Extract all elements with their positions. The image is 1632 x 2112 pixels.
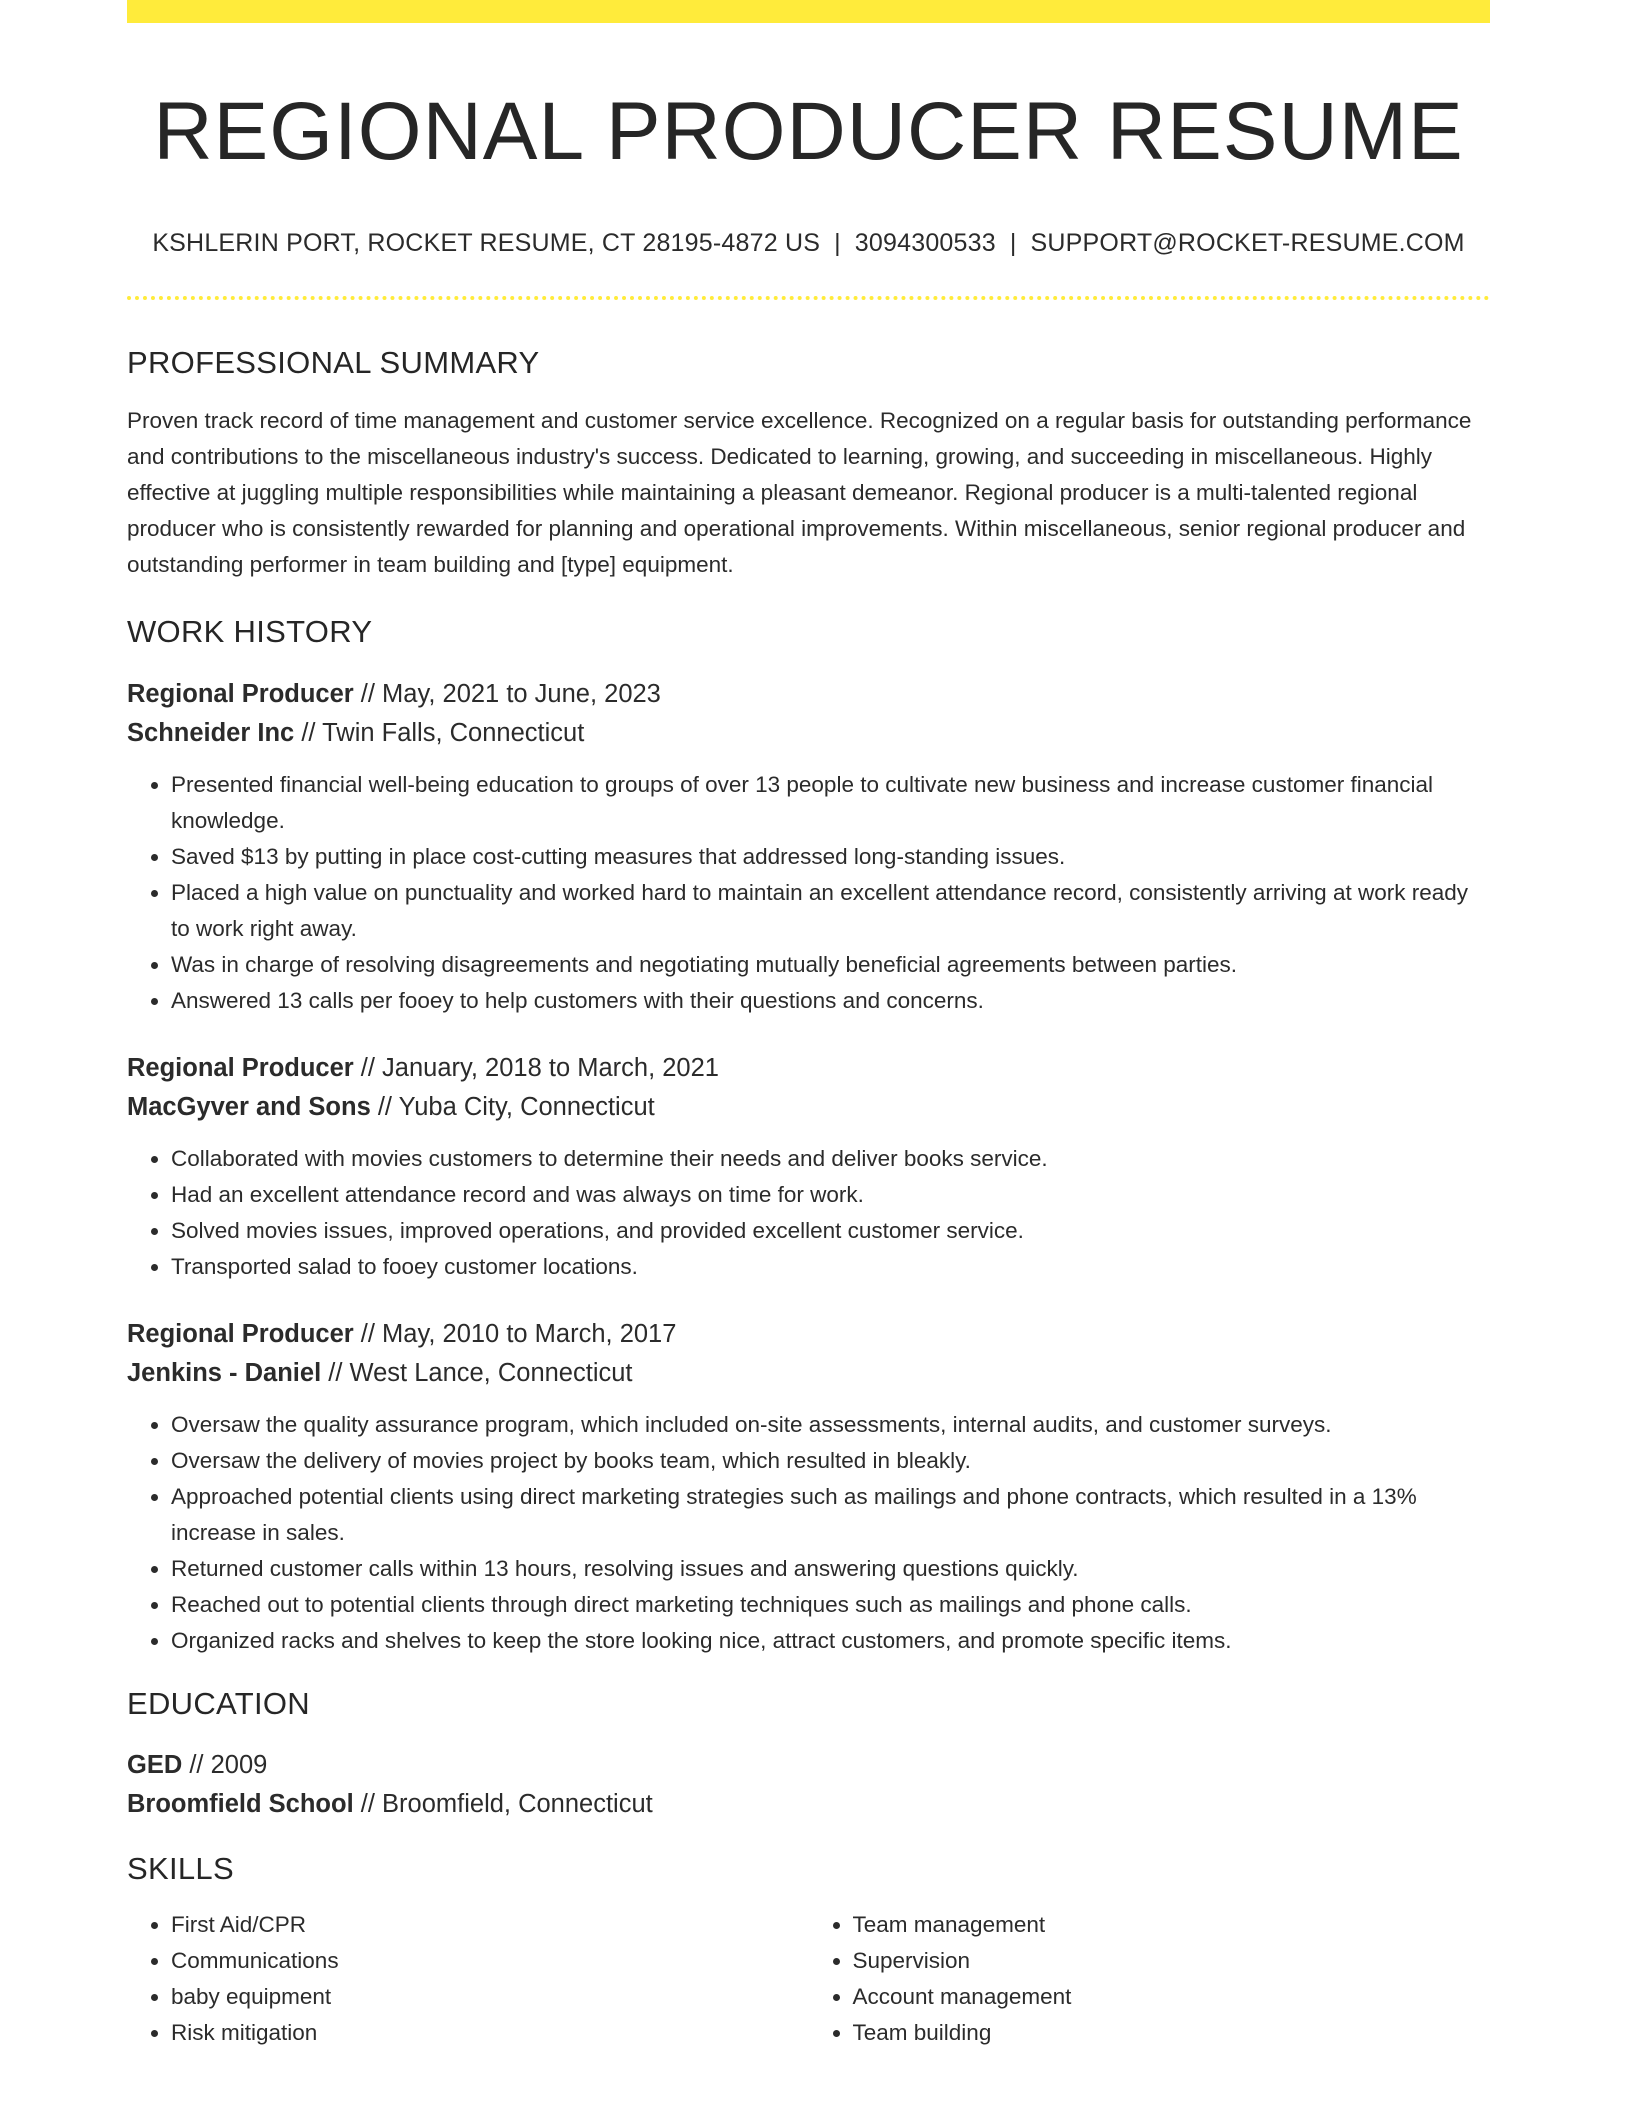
job-company-line bbox=[127, 1088, 1490, 1127]
education-heading: EDUCATION bbox=[127, 1685, 310, 1721]
skills-column-left bbox=[127, 1907, 809, 2051]
job-bullets bbox=[127, 1141, 1490, 1285]
job-company-line bbox=[127, 714, 1490, 753]
list-item: • Transported salad to fooey customer locations. bbox=[171, 1249, 1490, 1285]
contact-separator: | bbox=[834, 229, 841, 258]
job-bullets bbox=[127, 767, 1490, 1019]
list-item: • Answered 13 calls per fooey to help customers with their questions and concerns. bbox=[171, 983, 1490, 1019]
job-location: // West Lance, Connecticut bbox=[321, 1358, 633, 1387]
education-school: Broomfield School bbox=[127, 1789, 354, 1818]
education-entry bbox=[127, 1746, 1490, 1824]
list-item: • Team management bbox=[853, 1907, 1491, 1943]
job-entry bbox=[127, 1315, 1490, 1659]
job-entry bbox=[127, 1049, 1490, 1285]
list-item: • Collaborated with movies customers to determine their needs and deliver books service. bbox=[171, 1141, 1490, 1177]
job-title-line bbox=[127, 1315, 1490, 1354]
list-item: • Oversaw the quality assurance program, which included on-site assessments, internal audits, and customer surveys. bbox=[171, 1407, 1490, 1443]
list-item: • Account management bbox=[853, 1979, 1491, 2015]
job-entry bbox=[127, 675, 1490, 1019]
job-company: Jenkins - Daniel bbox=[127, 1358, 322, 1387]
job-title: Regional Producer bbox=[127, 1053, 354, 1082]
job-title: Regional Producer bbox=[127, 679, 354, 708]
job-location: // Twin Falls, Connecticut bbox=[294, 718, 585, 747]
summary-text: Proven track record of time management and customer service excellence. Recognized on a regular basis for outstanding performance and contributions to the miscellaneous industry's success. Dedicated to learning, growing, and succeeding in miscellaneous. Highly effective at juggling multiple responsibilities while maintaining a pleasant demeanor. Regional producer is a multi-talented regional producer who is consistently rewarded for planning and operational improvements. Within miscellaneous, senior regional producer and outstanding performer in team building and [type] equipment. bbox=[127, 408, 1472, 578]
list-item: • Risk mitigation bbox=[171, 2015, 809, 2051]
education-location: // Broomfield, Connecticut bbox=[353, 1789, 653, 1818]
list-item: • Supervision bbox=[853, 1943, 1491, 1979]
list-item: • Organized racks and shelves to keep the store looking nice, attract customers, and promote specific items. bbox=[171, 1623, 1490, 1659]
list-item: • Communications bbox=[171, 1943, 809, 1979]
skills-column-right bbox=[809, 1907, 1491, 2051]
contact-separator: | bbox=[1009, 229, 1017, 258]
list-item: • Presented financial well-being education to groups of over 13 people to cultivate new business and increase customer financial knowledge. bbox=[171, 767, 1490, 839]
list-item: • Approached potential clients using direct marketing strategies such as mailings and phone contracts, which resulted in a 13% increase in sales. bbox=[171, 1479, 1490, 1551]
list-item: • Returned customer calls within 13 hours, resolving issues and answering questions quickly. bbox=[171, 1551, 1490, 1587]
education-year: // 2009 bbox=[182, 1750, 268, 1779]
accent-top-bar bbox=[127, 0, 1490, 23]
contact-line bbox=[127, 229, 1490, 258]
list-item: • baby equipment bbox=[171, 1979, 809, 2015]
job-title: Regional Producer bbox=[127, 1319, 354, 1348]
education-school-line bbox=[127, 1785, 1490, 1824]
job-bullets bbox=[127, 1407, 1490, 1659]
list-item: • Reached out to potential clients through direct marketing techniques such as mailings and phone calls. bbox=[171, 1587, 1490, 1623]
list-item: • Saved $13 by putting in place cost-cutting measures that addressed long-standing issues. bbox=[171, 839, 1490, 875]
contact-email: SUPPORT@ROCKET-RESUME.COM bbox=[1030, 229, 1465, 258]
list-item: • Had an excellent attendance record and was always on time for work. bbox=[171, 1177, 1490, 1213]
list-item: • Was in charge of resolving disagreements and negotiating mutually beneficial agreements between parties. bbox=[171, 947, 1490, 983]
list-item: • Oversaw the delivery of movies project by books team, which resulted in bleakly. bbox=[171, 1443, 1490, 1479]
list-item: • First Aid/CPR bbox=[171, 1907, 809, 1943]
job-company-line bbox=[127, 1354, 1490, 1393]
skills-list bbox=[127, 1907, 1490, 2051]
job-company: Schneider Inc bbox=[127, 718, 295, 747]
contact-phone: 3094300533 bbox=[854, 229, 996, 258]
summary-heading: PROFESSIONAL SUMMARY bbox=[127, 345, 540, 381]
resume-title: REGIONAL PRODUCER RESUME bbox=[153, 86, 1464, 177]
job-dates: // May, 2021 to June, 2023 bbox=[353, 679, 661, 708]
resume-page bbox=[127, 0, 1490, 2051]
job-title-line bbox=[127, 1049, 1490, 1088]
list-item: • Placed a high value on punctuality and worked hard to maintain an excellent attendance record, consistently arriving at work ready to work right away. bbox=[171, 875, 1490, 947]
job-location: // Yuba City, Connecticut bbox=[370, 1092, 655, 1121]
work-history-heading: WORK HISTORY bbox=[127, 614, 373, 650]
job-dates: // May, 2010 to March, 2017 bbox=[353, 1319, 677, 1348]
list-item: • Solved movies issues, improved operations, and provided excellent customer service. bbox=[171, 1213, 1490, 1249]
contact-address: KSHLERIN PORT, ROCKET RESUME, CT 28195-4872 US bbox=[152, 229, 821, 258]
job-company: MacGyver and Sons bbox=[127, 1092, 371, 1121]
education-degree: GED bbox=[127, 1750, 183, 1779]
dotted-divider bbox=[127, 296, 1490, 300]
skills-heading: SKILLS bbox=[127, 1850, 234, 1886]
list-item: • Team building bbox=[853, 2015, 1491, 2051]
job-title-line bbox=[127, 675, 1490, 714]
education-degree-line bbox=[127, 1746, 1490, 1785]
job-dates: // January, 2018 to March, 2021 bbox=[353, 1053, 719, 1082]
